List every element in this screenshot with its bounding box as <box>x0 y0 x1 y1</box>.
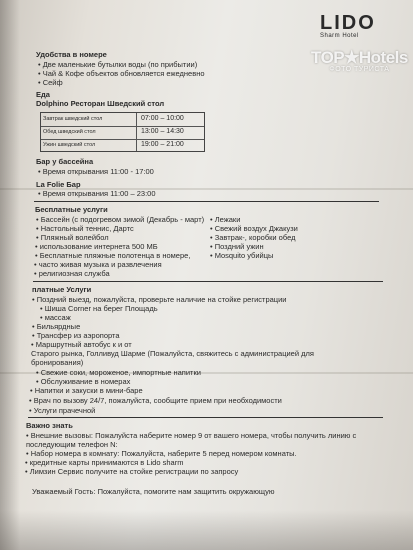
food-title: Еда <box>36 90 50 99</box>
section-divider <box>33 281 383 282</box>
free-service-item: • Бесплатные пляжные полотенца в номере, <box>35 251 191 260</box>
free-service-item: • использование интернета 500 МБ <box>35 242 158 251</box>
free-services-title: Бесплатные услуги <box>35 205 108 214</box>
food-subtitle: Dolphino Ресторан Шведский стол <box>36 99 165 108</box>
pool-bar-title: Бар у бассейна <box>36 157 94 166</box>
free-service-item: • Завтрак-, коробки обед <box>210 233 296 242</box>
table-row <box>41 113 204 127</box>
paid-service-item: • Обслуживание в номерах <box>36 377 131 386</box>
free-service-item: • Mosquito убийцы <box>210 251 274 260</box>
paid-service-item: • Напитки и закуски в мини-баре <box>30 386 143 395</box>
paid-service-item: • Маршрутный автобус к и от <box>31 340 132 349</box>
important-item: • кредитные карты принимаются в Lido sharm <box>25 458 184 467</box>
meal-time: 13:00 – 14:30 <box>141 128 184 135</box>
free-service-item: • Пляжный волейбол <box>36 233 109 242</box>
free-service-item: • Поздний ужин <box>210 242 264 251</box>
page-shadow <box>0 510 413 550</box>
paid-service-item: • массаж <box>40 313 71 322</box>
page-shadow <box>0 0 20 550</box>
important-title: Важно знать <box>26 421 73 430</box>
table-row <box>41 139 204 152</box>
paid-service-item: • Поздний выезд, пожалуйста, проверьте наличие на стойке регистрации <box>32 295 287 304</box>
free-service-item: • Лежаки <box>210 215 241 224</box>
meal-time: 07:00 – 10:00 <box>141 115 184 122</box>
amenity-item: • Две маленькие бутылки воды (по прибытии) <box>38 60 198 69</box>
paid-service-item: • Трансфер из аэропорта <box>32 331 120 340</box>
paid-service-item: • Бильярдные <box>32 322 81 331</box>
closing-note: Уважаемый Гость: Пожалуйста, помогите нам защитить окружающую <box>32 487 275 496</box>
important-item: • Набор номера в комнату: Пожалуйста, наберите 5 перед номером комнаты. <box>26 449 297 458</box>
paid-service-item: • Шиша Corner на берег Площадь <box>40 304 158 313</box>
meal-times-table <box>40 112 205 152</box>
watermark <box>311 48 408 73</box>
watermark-sub: ФОТО ТУРИСТА <box>329 66 390 73</box>
amenity-item: • Чай & Кофе объектов обновляется ежедневно <box>38 69 205 78</box>
free-service-item: • Настольный теннис, Дартс <box>36 224 134 233</box>
meal-name: Ужин шведский стол <box>43 142 96 148</box>
meal-name: Завтрак шведский стол <box>43 116 103 122</box>
paid-service-item: бронирования) <box>31 358 84 367</box>
free-service-item: • религиозная служба <box>34 269 110 278</box>
free-service-item: • часто живая музыка и развлечения <box>34 260 162 269</box>
logo-subtitle: Sharm Hotel <box>320 33 359 39</box>
important-item: последующим телефон N: <box>26 440 118 449</box>
watermark-main: TOP★Hotels <box>311 48 408 67</box>
logo-mark: LIDO <box>320 12 376 34</box>
section-divider <box>28 417 383 418</box>
hotel-logo <box>320 12 376 39</box>
paid-service-item: • Услуги прачечной <box>29 406 96 415</box>
meal-name: Обед шведский стол <box>43 129 96 135</box>
free-service-item: • Свежий воздух Джакузи <box>210 224 298 233</box>
folie-bar-title: La Folie Бар <box>36 180 81 189</box>
amenity-item: • Сейф <box>38 78 63 87</box>
meal-time: 19:00 – 21:00 <box>141 141 184 148</box>
free-service-item: • Бассейн (с подогревом зимой (Декабрь - март) <box>36 215 205 224</box>
important-item: • Внешние вызовы: Пожалуйста наберите номер 9 от вашего номера, чтобы получить линию с <box>26 431 357 440</box>
important-item: • Лимзин Сервис получите на стойке регистрации по запросу <box>25 467 239 476</box>
paid-service-item: Старого рынка, Голливуд Шарме (Пожалуйста, свяжитесь с администрацией для <box>31 349 314 358</box>
folie-bar-hours: • Время открывания 11:00 – 23:00 <box>38 189 156 198</box>
pool-bar-hours: • Время открывания 11:00 - 17:00 <box>38 167 154 176</box>
paid-service-item: • Врач по вызову 24/7, пожалуйста, сообщите прием при необходимости <box>29 396 282 405</box>
amenities-title: Удобства в номере <box>36 50 107 59</box>
section-divider <box>34 201 379 202</box>
table-row <box>41 126 204 140</box>
paid-services-title: платные Услуги <box>32 285 92 294</box>
paid-service-item: • Свежие соки, мороженое, импортные напитки <box>36 368 201 377</box>
